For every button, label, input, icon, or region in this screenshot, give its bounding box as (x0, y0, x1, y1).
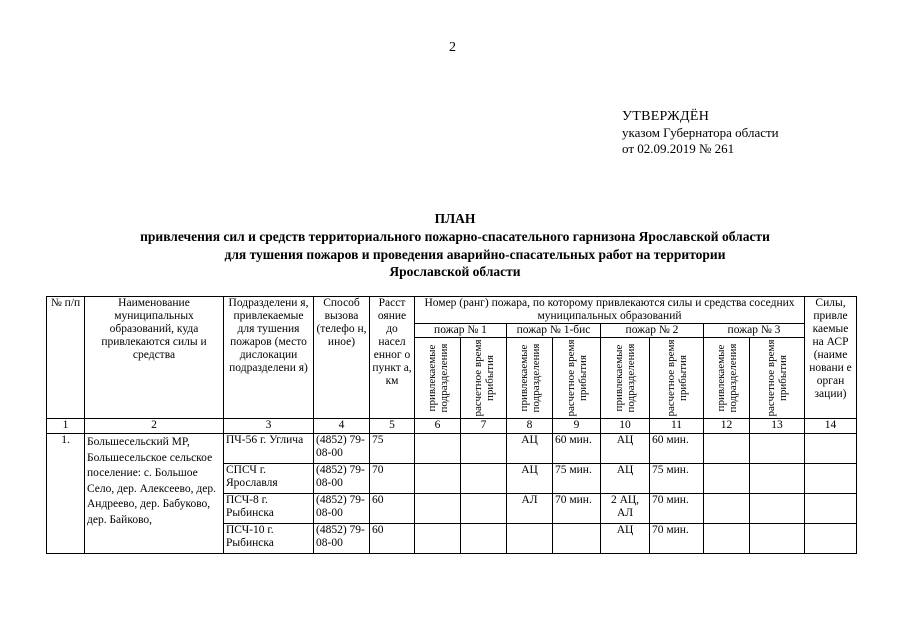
fire2-unit-cell: АЦ (601, 434, 650, 464)
unit-cell: ПСЧ-8 г. Рыбинска (224, 494, 314, 524)
distance-cell: 60 (370, 524, 415, 554)
fire2-time-cell: 70 мин. (650, 524, 704, 554)
fire1bis-unit-cell: АЛ (507, 494, 553, 524)
table-row (47, 434, 857, 464)
fire1bis-time-cell: 60 мин. (553, 434, 601, 464)
distance-cell: 70 (370, 464, 415, 494)
header-fire1bis-units: привлекаемые подразделения (507, 338, 553, 419)
phone-cell: (4852) 79-08-00 (314, 434, 370, 464)
column-number: 4 (314, 419, 370, 434)
document-subtitle-1: привлечения сил и средств территориального пожарно-спасательного гарнизона Ярославской области (140, 229, 770, 244)
column-number: 14 (805, 419, 857, 434)
header-fire2-units: привлекаемые подразделения (601, 338, 650, 419)
header-asr-forces: Силы, привле каемые на АСР (наиме новани е орган зации) (805, 297, 857, 419)
column-number: 2 (85, 419, 224, 434)
header-fire3-time: расчетное время прибытия (750, 338, 805, 419)
municipality-name: Большесельский МР, Большесельское сельское поселение: с. Большое Село, дер. Алексеево, дер. Андреево, дер. Бабуково, дер. Байково, (85, 434, 224, 554)
header-units: Подразделени я, привлекаемые для тушения пожаров (место дислокации подразделени я) (224, 297, 314, 419)
phone-cell: (4852) 79-08-00 (314, 524, 370, 554)
document-subtitle-3: Ярославской области (389, 264, 521, 279)
distance-cell: 75 (370, 434, 415, 464)
row-index: 1. (47, 434, 85, 554)
column-number: 9 (553, 419, 601, 434)
page-number: 2 (449, 40, 456, 55)
approval-decree: указом Губернатора области (622, 125, 779, 140)
column-number: 1 (47, 419, 85, 434)
header-fire2-time: расчетное время прибытия (650, 338, 704, 419)
column-number: 3 (224, 419, 314, 434)
header-fire1bis-time: расчетное время прибытия (553, 338, 601, 419)
column-number: 13 (750, 419, 805, 434)
fire1bis-time-cell (553, 524, 601, 554)
unit-cell: ПЧ-56 г. Углича (224, 434, 314, 464)
header-fire-2: пожар № 2 (601, 324, 704, 338)
column-number: 7 (461, 419, 507, 434)
unit-cell: ПСЧ-10 г. Рыбинска (224, 524, 314, 554)
unit-cell: СПСЧ г. Ярославля (224, 464, 314, 494)
fire1bis-unit-cell: АЦ (507, 464, 553, 494)
column-number: 5 (370, 419, 415, 434)
fire1bis-unit-cell: АЦ (507, 434, 553, 464)
column-number: 8 (507, 419, 553, 434)
column-number-row (47, 419, 857, 434)
header-fire1-time: расчетное время прибытия (461, 338, 507, 419)
header-fire3-units: привлекаемые подразделения (704, 338, 750, 419)
column-number: 12 (704, 419, 750, 434)
header-fire-1: пожар № 1 (415, 324, 507, 338)
approval-title: УТВЕРЖДЁН (622, 109, 710, 124)
fire2-unit-cell: АЦ (601, 524, 650, 554)
header-fire-1-bis: пожар № 1-бис (507, 324, 601, 338)
phone-cell: (4852) 79-08-00 (314, 494, 370, 524)
header-fire-3: пожар № 3 (704, 324, 805, 338)
fire2-time-cell: 75 мин. (650, 464, 704, 494)
header-number: № п/п (47, 297, 85, 419)
fire1bis-unit-cell (507, 524, 553, 554)
fire2-unit-cell: АЦ (601, 464, 650, 494)
approval-stamp (622, 109, 779, 157)
distance-cell: 60 (370, 494, 415, 524)
column-number: 11 (650, 419, 704, 434)
document-title: ПЛАН (434, 211, 476, 226)
fire1bis-time-cell: 75 мин. (553, 464, 601, 494)
column-number: 10 (601, 419, 650, 434)
header-call-method: Способ вызова (телефо н, иное) (314, 297, 370, 419)
fire2-unit-cell: 2 АЦ, АЛ (601, 494, 650, 524)
header-fire-rank-group: Номер (ранг) пожара, по которому привлекаются силы и средства соседних муниципальных образований (415, 297, 805, 324)
document-subtitle-2: для тушения пожаров и проведения аварийно-спасательных работ на территории (224, 247, 726, 262)
fire2-time-cell: 70 мин. (650, 494, 704, 524)
header-distance: Расст ояние до насел енног о пункт а, км (370, 297, 415, 419)
fire2-time-cell: 60 мин. (650, 434, 704, 464)
header-municipality: Наименование муниципальных образований, куда привлекаются силы и средства (85, 297, 224, 419)
column-number: 6 (415, 419, 461, 434)
fire1bis-time-cell: 70 мин. (553, 494, 601, 524)
plan-table (46, 296, 857, 554)
header-fire1-units: привлекаемые подразделения (415, 338, 461, 419)
phone-cell: (4852) 79-08-00 (314, 464, 370, 494)
approval-date: от 02.09.2019 № 261 (622, 141, 735, 156)
